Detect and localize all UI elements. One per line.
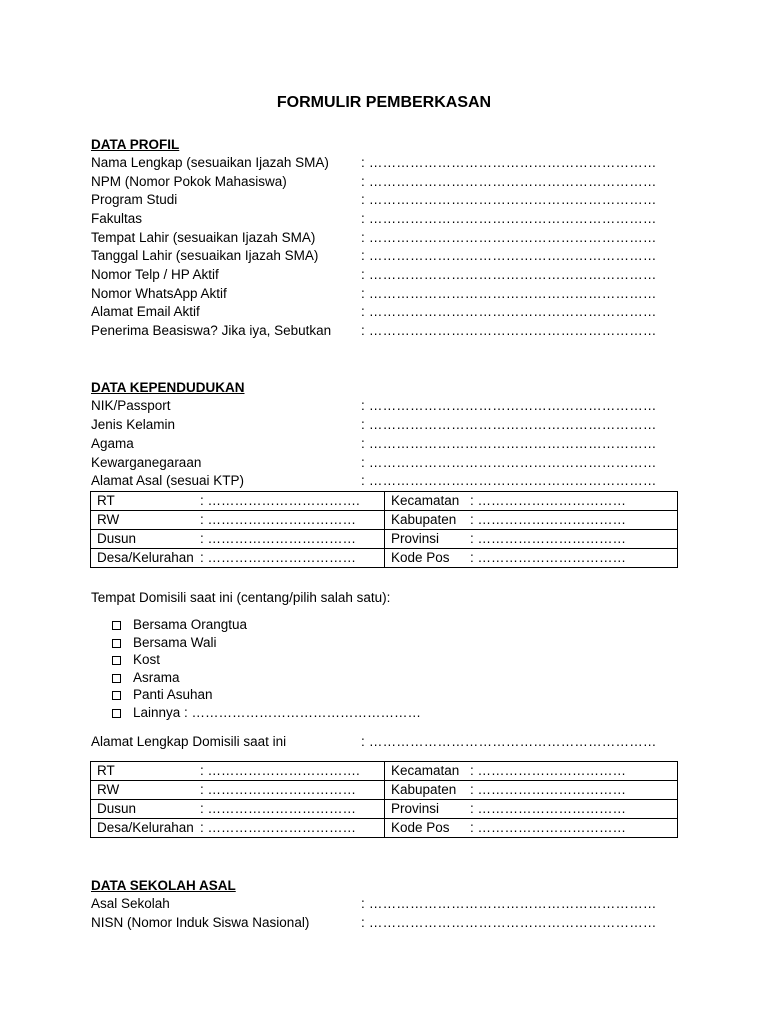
cell-value: : …………………………… — [470, 493, 627, 508]
table-cell — [385, 492, 678, 511]
cell-label: RW — [97, 512, 120, 527]
cell-label: Kode Pos — [391, 820, 450, 835]
address-table-ktp — [90, 491, 678, 568]
field-value: : ……………………………………………………… — [361, 192, 657, 207]
table-cell — [385, 800, 678, 819]
field-value: : ……………………………………………………… — [361, 417, 657, 432]
field-label: Nama Lengkap (sesuaikan Ijazah SMA) — [91, 155, 329, 170]
cell-label: Kabupaten — [391, 782, 457, 797]
option-item[interactable] — [112, 634, 421, 652]
option-label: Asrama — [133, 669, 180, 685]
field-value: : ……………………………………………………… — [361, 211, 657, 226]
cell-label: Provinsi — [391, 531, 440, 546]
cell-value: : …………………………… — [470, 531, 627, 546]
field-row — [91, 396, 691, 415]
table-cell — [91, 549, 385, 568]
field-label: Tempat Lahir (sesuaikan Ijazah SMA) — [91, 230, 316, 245]
option-label: Kost — [133, 652, 161, 667]
table-cell — [385, 511, 678, 530]
field-value: : ……………………………………………………… — [361, 230, 657, 245]
option-item[interactable] — [112, 686, 421, 704]
field-label: Alamat Asal (sesuai KTP) — [91, 473, 245, 488]
table-cell — [91, 511, 385, 530]
field-label: NIK/Passport — [91, 398, 171, 413]
table-cell — [385, 819, 678, 838]
table-row — [91, 800, 678, 819]
field-label: Nomor WhatsApp Aktif — [91, 286, 227, 301]
field-label: Alamat Lengkap Domisili saat ini — [91, 734, 287, 749]
field-row — [91, 434, 691, 453]
table-cell — [385, 530, 678, 549]
checkbox-icon[interactable] — [112, 656, 121, 665]
option-label: Panti Asuhan — [133, 687, 213, 702]
section-heading-kependudukan: DATA KEPENDUDUKAN — [91, 380, 245, 395]
field-label: Jenis Kelamin — [91, 417, 176, 432]
field-value: : ……………………………………………………… — [361, 915, 657, 930]
cell-label: RT — [97, 493, 115, 508]
field-row — [91, 209, 691, 228]
table-row — [91, 549, 678, 568]
table-row — [91, 781, 678, 800]
field-label: NISN (Nomor Induk Siswa Nasional) — [91, 915, 310, 930]
cell-value: : ……………………………. — [200, 493, 360, 508]
cell-label: Kecamatan — [391, 763, 460, 778]
cell-value: : …………………………… — [200, 550, 357, 565]
field-value: : ……………………………………………………… — [361, 174, 657, 189]
cell-label: Dusun — [97, 531, 137, 546]
table-cell — [91, 781, 385, 800]
cell-label: Desa/Kelurahan — [97, 820, 194, 835]
table-cell — [91, 762, 385, 781]
field-value: : ……………………………………………………… — [361, 155, 657, 170]
field-value: : ……………………………………………………… — [361, 455, 657, 470]
cell-value: : …………………………… — [200, 801, 357, 816]
cell-label: Desa/Kelurahan — [97, 550, 194, 565]
table-row — [91, 511, 678, 530]
cell-value: : ……………………………. — [200, 763, 360, 778]
domisili-question: Tempat Domisili saat ini (centang/pilih salah satu): — [91, 590, 391, 605]
cell-label: RW — [97, 782, 120, 797]
table-row — [91, 492, 678, 511]
field-value: : ……………………………………………………… — [361, 734, 657, 749]
address-table-domisili — [90, 761, 678, 838]
table-cell — [91, 530, 385, 549]
option-item[interactable] — [112, 616, 421, 634]
cell-label: Provinsi — [391, 801, 440, 816]
checkbox-icon[interactable] — [112, 639, 121, 648]
cell-value: : …………………………… — [200, 531, 357, 546]
table-row — [91, 819, 678, 838]
cell-label: Kode Pos — [391, 550, 450, 565]
field-label: Kewarganegaraan — [91, 455, 202, 470]
option-item[interactable] — [112, 669, 421, 687]
table-cell — [91, 819, 385, 838]
section-heading-profil: DATA PROFIL — [91, 137, 180, 152]
option-label: Bersama Orangtua — [133, 617, 248, 632]
field-label: Fakultas — [91, 211, 143, 226]
table-cell — [385, 781, 678, 800]
cell-label: Dusun — [97, 801, 137, 816]
option-item[interactable] — [112, 651, 421, 669]
checkbox-icon[interactable] — [112, 621, 121, 630]
field-row — [91, 302, 691, 321]
cell-value: : …………………………… — [470, 801, 627, 816]
field-row — [91, 415, 691, 434]
field-value: : ……………………………………………………… — [361, 304, 657, 319]
field-label: Penerima Beasiswa? Jika iya, Sebutkan — [91, 323, 332, 338]
cell-label: Kecamatan — [391, 493, 460, 508]
field-label: Program Studi — [91, 192, 178, 207]
field-label: Nomor Telp / HP Aktif — [91, 267, 219, 282]
checkbox-icon[interactable] — [112, 709, 121, 718]
field-label: NPM (Nomor Pokok Mahasiswa) — [91, 174, 287, 189]
cell-value: : …………………………… — [470, 782, 627, 797]
cell-value: : …………………………… — [470, 550, 627, 565]
field-label: Asal Sekolah — [91, 896, 170, 911]
field-value: : ……………………………………………………… — [361, 267, 657, 282]
field-value: : ……………………………………………………… — [361, 896, 657, 911]
cell-value: : …………………………… — [200, 782, 357, 797]
field-row — [91, 172, 691, 191]
table-cell — [91, 492, 385, 511]
field-row — [91, 246, 691, 265]
section-heading-sekolah: DATA SEKOLAH ASAL — [91, 878, 236, 893]
table-row — [91, 530, 678, 549]
cell-label: RT — [97, 763, 115, 778]
table-row — [91, 762, 678, 781]
field-row — [91, 265, 691, 284]
field-row — [91, 228, 691, 247]
field-row — [91, 284, 691, 303]
option-label: Lainnya : …………………………………………… — [133, 704, 422, 720]
field-row — [91, 732, 691, 751]
table-cell — [385, 762, 678, 781]
field-value: : ……………………………………………………… — [361, 398, 657, 413]
table-cell — [385, 549, 678, 568]
field-value: : ……………………………………………………… — [361, 473, 657, 488]
cell-value: : …………………………… — [470, 512, 627, 527]
field-value: : ……………………………………………………… — [361, 286, 657, 301]
table-cell — [91, 800, 385, 819]
field-label: Agama — [91, 436, 134, 451]
cell-value: : …………………………… — [200, 820, 357, 835]
field-row — [91, 894, 691, 913]
domisili-options — [112, 616, 421, 721]
cell-value: : …………………………… — [470, 763, 627, 778]
field-value: : ……………………………………………………… — [361, 323, 657, 338]
field-row — [91, 190, 691, 209]
field-value: : ……………………………………………………… — [361, 436, 657, 451]
option-label: Bersama Wali — [133, 634, 217, 650]
cell-label: Kabupaten — [391, 512, 457, 527]
field-row — [91, 321, 691, 340]
checkbox-icon[interactable] — [112, 691, 121, 700]
checkbox-icon[interactable] — [112, 674, 121, 683]
cell-value: : …………………………… — [200, 512, 357, 527]
field-label: Alamat Email Aktif — [91, 304, 200, 319]
field-value: : ……………………………………………………… — [361, 248, 657, 263]
cell-value: : …………………………… — [470, 820, 627, 835]
field-row — [91, 913, 691, 932]
field-label: Tanggal Lahir (sesuaikan Ijazah SMA) — [91, 248, 319, 263]
field-row — [91, 153, 691, 172]
option-item[interactable] — [112, 704, 421, 722]
form-title: FORMULIR PEMBERKASAN — [276, 94, 492, 111]
field-row — [91, 453, 691, 472]
field-row — [91, 471, 691, 490]
